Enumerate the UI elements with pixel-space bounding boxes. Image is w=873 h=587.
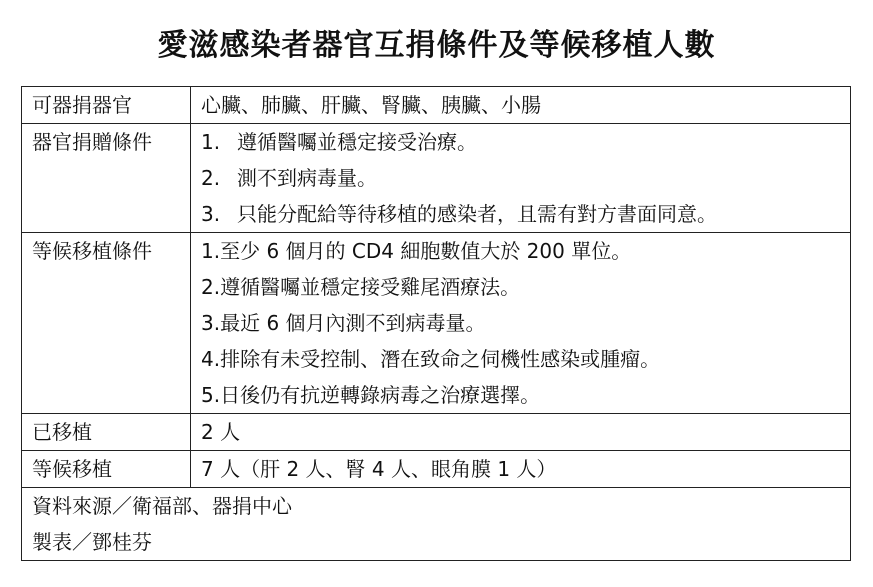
item-number: 3. [201,202,221,226]
item-text: 測不到病毒量。 [237,166,377,190]
condition-item: 2.遵循醫囑並穩定接受雞尾酒療法。 [201,275,521,299]
row-label: 等候移植 [32,457,112,481]
condition-item [201,160,850,196]
transplanted-count: 2 人 [201,420,241,444]
condition-item: 5.日後仍有抗逆轉錄病毒之治療選擇。 [201,383,541,407]
item-text: 只能分配給等待移植的感染者，且需有對方書面同意。 [237,202,717,226]
transplant-table [21,86,851,561]
waiting-count: 7 人（肝 2 人、腎 4 人、眼角膜 1 人） [201,457,557,481]
condition-item: 4.排除有未受控制、潛在致命之伺機性感染或腫瘤。 [201,347,661,371]
table-row-transplanted [22,414,851,451]
row-label: 等候移植條件 [32,239,152,263]
row-label: 已移植 [32,420,92,444]
table-row-available-organs [22,87,851,124]
organs-list: 心臟、肺臟、肝臟、腎臟、胰臟、小腸 [201,93,541,117]
condition-item [201,124,850,160]
source-note: 資料來源／衛福部、器捐中心 [32,494,292,518]
table-footer [22,488,851,561]
item-number: 2. [201,166,221,190]
document-title: 愛滋感染者器官互捐條件及等候移植人數 [157,28,716,63]
condition-item: 1.至少 6 個月的 CD4 細胞數值大於 200 單位。 [201,239,632,263]
author-note: 製表／鄧桂芬 [32,530,152,554]
item-text: 遵循醫囑並穩定接受治療。 [237,130,477,154]
condition-item: 3.最近 6 個月內測不到病毒量。 [201,311,486,335]
table-row-waiting [22,451,851,488]
table-row-donation-conditions [22,124,851,233]
item-number: 1. [201,130,221,154]
row-label: 器官捐贈條件 [32,130,152,154]
table-row-waiting-conditions [22,233,851,414]
row-label: 可器捐器官 [32,93,132,117]
condition-item [201,196,850,232]
